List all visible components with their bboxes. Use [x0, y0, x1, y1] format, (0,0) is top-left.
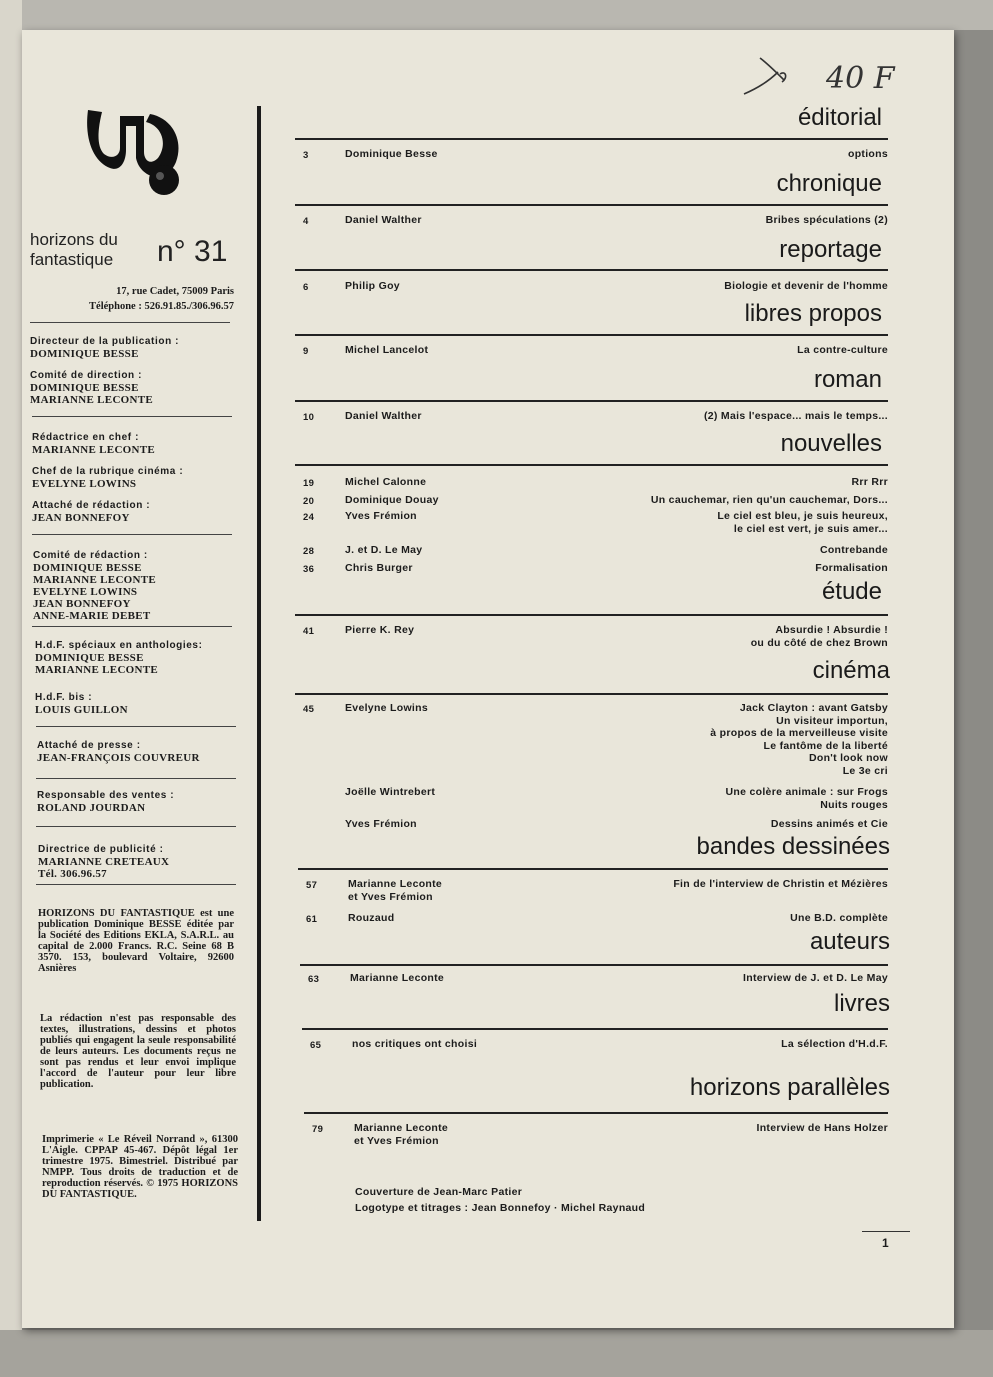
staff-name: ROLAND JOURDAN: [37, 802, 146, 814]
background-top: [0, 0, 993, 30]
toc-author: Marianne Leconte: [350, 972, 445, 984]
divider: [36, 884, 236, 885]
phone: Téléphone : 526.91.85./306.96.57: [89, 301, 234, 312]
staff-name: DOMINIQUE BESSE: [33, 562, 142, 574]
section-heading: libres propos: [744, 300, 882, 327]
staff-name: Tél. 306.96.57: [38, 868, 107, 880]
column-divider: [257, 106, 261, 1221]
section-heading: livres: [833, 990, 890, 1017]
divider: [30, 322, 230, 323]
section-rule: [295, 464, 888, 466]
toc-title: Un cauchemar, rien qu'un cauchemar, Dors...: [650, 494, 888, 506]
staff-name: DOMINIQUE BESSE: [30, 382, 139, 394]
issue-number: n° 31: [157, 235, 228, 268]
toc-title: (2) Mais l'espace... mais le temps...: [703, 410, 888, 422]
address-block: [44, 284, 234, 314]
section-rule: [295, 204, 888, 206]
toc-author: Michel Calonne: [345, 476, 427, 488]
staff-role: Comité de direction :: [30, 370, 143, 381]
staff-name: JEAN BONNEFOY: [32, 512, 130, 524]
section-rule: [298, 868, 888, 870]
section-rule: [302, 1028, 888, 1030]
address: 17, rue Cadet, 75009 Paris: [116, 286, 234, 297]
section-rule: [295, 138, 888, 140]
toc-page-number: 9: [303, 346, 309, 357]
toc-author: Marianne Leconte et Yves Frémion: [354, 1122, 449, 1147]
toc-title: La contre-culture: [797, 344, 888, 356]
toc-author: Daniel Walther: [345, 410, 422, 422]
toc-page-number: 20: [303, 496, 315, 507]
section-heading: reportage: [779, 236, 882, 263]
staff-name: ANNE-MARIE DEBET: [33, 610, 151, 622]
staff-name: DOMINIQUE BESSE: [30, 348, 139, 360]
toc-page-number: 28: [303, 546, 315, 557]
section-rule: [295, 400, 888, 402]
toc-author: Chris Burger: [345, 562, 413, 574]
background-bottom: [0, 1330, 993, 1377]
toc-author: Michel Lancelot: [345, 344, 429, 356]
toc-page-number: 3: [303, 150, 309, 161]
toc-title: Absurdie ! Absurdie ! ou du côté de chez Brown: [750, 624, 888, 649]
toc-title: options: [847, 148, 888, 160]
section-heading: horizons parallèles: [689, 1074, 890, 1101]
staff-name: EVELYNE LOWINS: [33, 586, 138, 598]
staff-entry: [33, 550, 239, 622]
toc-page-number: 63: [308, 974, 320, 985]
toc-author: Rouzaud: [348, 912, 395, 924]
toc-title: Rrr Rrr: [851, 476, 888, 488]
table-of-contents: [295, 100, 888, 1260]
toc-page-number: 19: [303, 478, 315, 489]
logo-credit: Logotype et titrages : Jean Bonnefoy · Michel Raynaud: [355, 1202, 646, 1214]
staff-entry: [37, 740, 243, 764]
toc-author: Marianne Leconte et Yves Frémion: [348, 878, 443, 903]
divider: [36, 826, 236, 827]
staff-name: MARIANNE LECONTE: [32, 444, 156, 456]
publisher-notice: HORIZONS DU FANTASTIQUE est une publication Dominique BESSE éditée par la Société des Editions EKLA, S.A.R.L. au capital de 2.000 Francs. R.C. Seine 68 B 3570. 153, boulevard Voltaire, 92600 Asnières: [38, 908, 234, 974]
staff-role: Comité de rédaction :: [33, 550, 148, 561]
toc-page-number: 61: [306, 914, 318, 925]
toc-title: Le ciel est bleu, je suis heureux, le ciel est vert, je suis amer...: [717, 510, 888, 535]
section-heading: bandes dessinées: [696, 833, 890, 860]
staff-role: Responsable des ventes :: [37, 790, 175, 801]
staff-name: MARIANNE LECONTE: [33, 574, 157, 586]
divider: [32, 416, 232, 417]
printer-notice: Imprimerie « Le Réveil Norrand », 61300 L'Aigle. CPPAP 45-467. Dépôt légal 1er trimestre 1975. Bimestriel. Distribué par NMPP. Tous droits de traduction et de reproduction réservés. © 1975 HORIZONS DU FANTASTIQUE.: [42, 1134, 238, 1200]
toc-page-number: 45: [303, 704, 315, 715]
toc-page-number: 4: [303, 216, 309, 227]
section-heading: nouvelles: [780, 430, 882, 457]
staff-name: MARIANNE LECONTE: [35, 664, 159, 676]
toc-page-number: 57: [306, 880, 318, 891]
hdf-logo-icon: [80, 100, 190, 200]
section-rule: [304, 1112, 888, 1114]
staff-role: Directeur de la publication :: [30, 336, 180, 347]
toc-author: Yves Frémion: [345, 818, 417, 830]
editorial-disclaimer: La rédaction n'est pas responsable des textes, illustrations, dessins et photos publiés qui engagent la seule responsabilité de leurs auteurs. Les documents reçus ne sont pas rendus et leur envoi implique l'accord de l'auteur pour leur libre publication.: [40, 1013, 236, 1090]
toc-title: Une colère animale : sur Frogs Nuits rouges: [725, 786, 888, 811]
staff-role: Attaché de presse :: [37, 740, 141, 751]
section-heading: cinéma: [812, 657, 890, 684]
toc-author: Dominique Douay: [345, 494, 439, 506]
toc-title: Fin de l'interview de Christin et Mézières: [673, 878, 888, 890]
section-heading: chronique: [776, 170, 882, 197]
toc-title: Dessins animés et Cie: [770, 818, 888, 830]
staff-entry: [37, 790, 243, 814]
staff-entry: [35, 640, 241, 676]
staff-name: DOMINIQUE BESSE: [35, 652, 144, 664]
handwritten-note: [738, 50, 908, 100]
toc-author: Joëlle Wintrebert: [345, 786, 436, 798]
staff-role: Rédactrice en chef :: [32, 432, 140, 443]
toc-author: nos critiques ont choisi: [352, 1038, 478, 1050]
toc-author: Dominique Besse: [345, 148, 438, 160]
staff-role: Chef de la rubrique cinéma :: [32, 466, 184, 477]
toc-page-number: 10: [303, 412, 315, 423]
toc-page-number: 6: [303, 282, 309, 293]
magazine-title-line1: horizons du: [30, 230, 118, 249]
toc-page-number: 65: [310, 1040, 322, 1051]
divider: [36, 778, 236, 779]
toc-title: Bribes spéculations (2): [765, 214, 888, 226]
cover-credit: Couverture de Jean-Marc Patier: [355, 1186, 523, 1198]
toc-author: Evelyne Lowins: [345, 702, 428, 714]
staff-name: MARIANNE LECONTE: [30, 394, 154, 406]
page-number: 1: [882, 1236, 889, 1250]
toc-author: Philip Goy: [345, 280, 400, 292]
staff-role: H.d.F. bis :: [35, 692, 93, 703]
staff-name: JEAN BONNEFOY: [33, 598, 131, 610]
section-heading: éditorial: [797, 104, 882, 131]
staff-entry: [35, 692, 241, 716]
divider: [36, 726, 236, 727]
section-rule: [295, 693, 888, 695]
toc-title: Formalisation: [815, 562, 888, 574]
toc-author: Pierre K. Rey: [345, 624, 415, 636]
divider: [32, 534, 232, 535]
toc-author: Yves Frémion: [345, 510, 417, 522]
staff-name: EVELYNE LOWINS: [32, 478, 137, 490]
section-rule: [300, 964, 888, 966]
staff-entry: [30, 370, 236, 406]
staff-entry: [32, 500, 238, 524]
toc-page-number: 36: [303, 564, 315, 575]
toc-title: Une B.D. complète: [790, 912, 888, 924]
staff-entry: [38, 844, 244, 880]
magazine-title-line2: fantastique: [30, 250, 114, 269]
toc-title: Jack Clayton : avant Gatsby Un visiteur importun, à propos de la merveilleuse visite Le fantôme de la liberté Don't look now Le 3e cri: [710, 702, 888, 777]
toc-title: Interview de J. et D. Le May: [743, 972, 888, 984]
staff-role: Directrice de publicité :: [38, 844, 164, 855]
staff-entry: [30, 336, 236, 360]
section-rule: [295, 614, 888, 616]
toc-title: Interview de Hans Holzer: [756, 1122, 888, 1134]
section-heading: roman: [813, 366, 882, 393]
toc-page-number: 79: [312, 1124, 324, 1135]
section-rule: [295, 269, 888, 271]
magazine-title: [30, 230, 118, 270]
staff-role: H.d.F. spéciaux en anthologies:: [35, 640, 203, 651]
staff-entry: [32, 466, 238, 490]
staff-name: MARIANNE CRETEAUX: [38, 856, 170, 868]
footer-rule: [862, 1231, 910, 1232]
toc-title: Contrebande: [819, 544, 888, 556]
toc-title: Biologie et devenir de l'homme: [724, 280, 888, 292]
divider: [32, 626, 232, 627]
adjacent-page-edge: [0, 0, 22, 1377]
staff-name: JEAN-FRANÇOIS COUVREUR: [37, 752, 200, 764]
toc-author: Daniel Walther: [345, 214, 422, 226]
staff-role: Attaché de rédaction :: [32, 500, 151, 511]
toc-title: La sélection d'H.d.F.: [781, 1038, 888, 1050]
toc-author: J. et D. Le May: [345, 544, 423, 556]
staff-entry: [32, 432, 238, 456]
toc-page-number: 24: [303, 512, 315, 523]
handwritten-price: 40 F: [826, 61, 895, 96]
section-heading: étude: [821, 578, 882, 605]
section-heading: auteurs: [809, 928, 890, 955]
staff-name: LOUIS GUILLON: [35, 704, 128, 716]
toc-page-number: 41: [303, 626, 315, 637]
section-rule: [295, 334, 888, 336]
